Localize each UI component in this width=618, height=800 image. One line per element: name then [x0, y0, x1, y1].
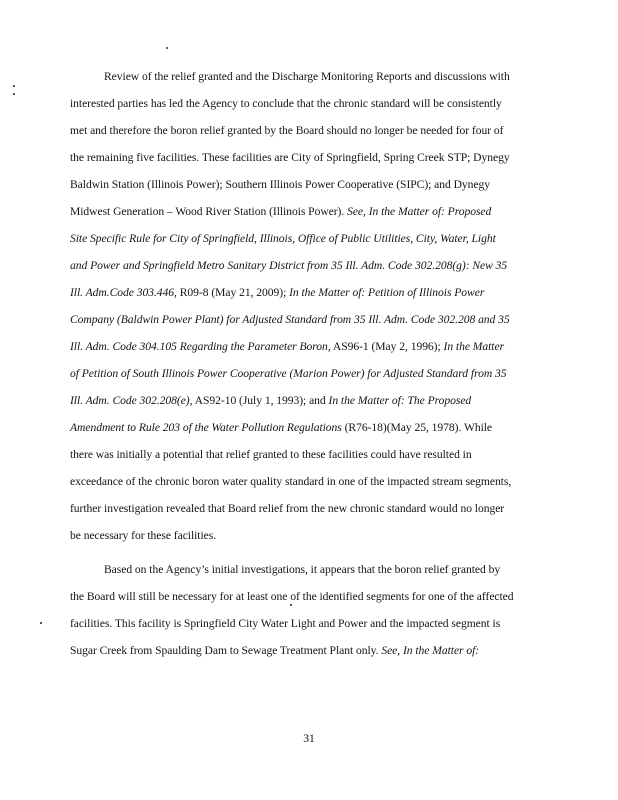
text-line	[70, 286, 484, 300]
body-text: , AS92-10 (July 1, 1993); and	[189, 394, 329, 407]
body-text: Sugar Creek from Spaulding Dam to Sewage Treatment Plant only.	[70, 644, 382, 657]
scan-speck	[40, 622, 42, 624]
italic-citation-text: Company (Baldwin Power Plant) for Adjusted Standard from 35 Ill. Adm. Code 302.208 and 35	[70, 313, 510, 326]
italic-citation-text: Ill. Adm.Code 303.446	[70, 286, 175, 299]
text-line	[70, 151, 510, 165]
italic-citation-text: Ill. Adm. Code 302.208(e)	[70, 394, 190, 407]
text-line	[104, 70, 510, 84]
body-text: the Board will still be necessary for at least one of the identified segments for one of the affected	[70, 590, 514, 603]
text-line	[70, 259, 507, 273]
italic-citation-text: Amendment to Rule 203 of the Water Pollution Regulations	[70, 421, 342, 434]
text-line	[70, 394, 471, 408]
text-line	[70, 529, 216, 543]
italic-citation-text: Site Specific Rule for City of Springfield, Illinois, Office of Public Utilities, City, Water, Light	[70, 232, 496, 245]
body-text: Baldwin Station (Illinois Power); Southern Illinois Power Cooperative (SIPC); and Dynegy	[70, 178, 491, 191]
text-line	[70, 475, 511, 489]
text-line	[70, 644, 479, 658]
body-text: Midwest Generation – Wood River Station (Illinois Power).	[70, 205, 348, 218]
italic-citation-text: In the Matter	[443, 340, 505, 353]
body-text: interested parties has led the Agency to conclude that the chronic standard will be consistently	[70, 97, 502, 110]
text-line	[70, 124, 503, 138]
text-line	[70, 178, 490, 192]
text-line	[70, 205, 491, 219]
body-text: , AS96-1 (May 2, 1996);	[327, 340, 444, 353]
body-text: , R09-8 (May 21, 2009);	[174, 286, 290, 299]
body-text: facilities. This facility is Springfield City Water Light and Power and the impacted segment is	[70, 617, 501, 630]
body-text: there was initially a potential that relief granted to these facilities could have resulted in	[70, 448, 472, 461]
text-line	[104, 563, 500, 577]
body-text: further investigation revealed that Board relief from the new chronic standard would no longer	[70, 502, 505, 515]
scan-speck	[166, 47, 168, 49]
italic-citation-text: and Power and Springfield Metro Sanitary District from 35 Ill. Adm. Code 302.208(g): New 35	[70, 259, 508, 272]
body-text: met and therefore the boron relief granted by the Board should no longer be needed for four of	[70, 124, 504, 137]
text-line	[70, 617, 500, 631]
text-line	[70, 232, 496, 246]
body-text: Review of the relief granted and the Discharge Monitoring Reports and discussions with	[104, 70, 510, 83]
text-line	[70, 502, 504, 516]
text-line	[70, 313, 510, 327]
page-number: 31	[303, 732, 315, 745]
scan-speck	[290, 604, 292, 606]
text-line	[70, 590, 514, 604]
text-line	[70, 340, 504, 354]
text-line	[70, 448, 472, 462]
italic-citation-text: See, In the Matter of: Proposed	[347, 205, 492, 218]
body-text: be necessary for these facilities.	[70, 529, 217, 542]
italic-citation-text: Ill. Adm. Code 304.105 Regarding the Parameter Boron	[70, 340, 328, 353]
italic-citation-text: of Petition of South Illinois Power Cooperative (Marion Power) for Adjusted Standard from 35	[70, 367, 507, 380]
italic-citation-text: In the Matter of: The Proposed	[328, 394, 472, 407]
body-text: the remaining five facilities. These facilities are City of Springfield, Spring Creek STP; Dynegy	[70, 151, 510, 164]
text-line	[70, 421, 492, 435]
body-text: exceedance of the chronic boron water quality standard in one of the impacted stream segments,	[70, 475, 512, 488]
body-text: Based on the Agency’s initial investigations, it appears that the boron relief granted by	[104, 563, 501, 576]
scan-speck	[13, 85, 15, 87]
body-text: (R76-18)(May 25, 1978). While	[341, 421, 493, 434]
text-line	[70, 367, 506, 381]
text-line	[70, 97, 502, 111]
italic-citation-text: In the Matter of: Petition of Illinois Power	[289, 286, 485, 299]
italic-citation-text: See, In the Matter of:	[381, 644, 480, 657]
scan-speck	[13, 93, 15, 95]
